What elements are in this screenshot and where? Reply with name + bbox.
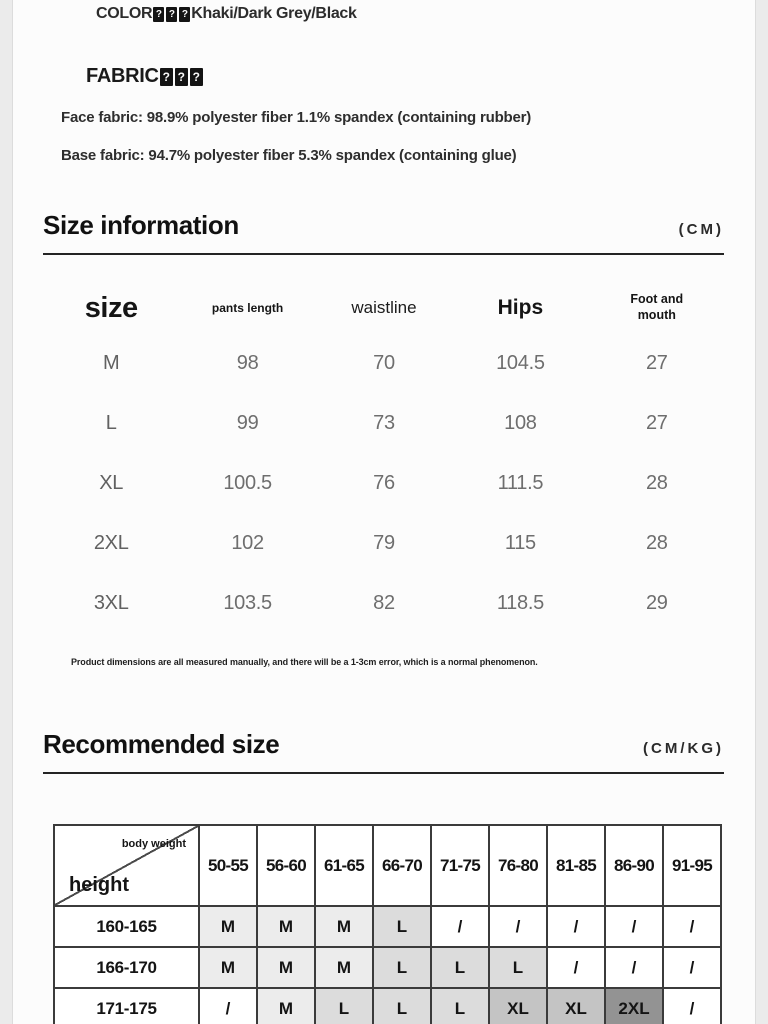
value-cell: 104.5 [496,351,545,374]
height-range-cell: 171-175 [54,988,199,1024]
weight-column-header: 81-85 [547,825,605,906]
value-cell: 29 [645,591,668,614]
column-header-foot-and-mouth: Foot and mouth [630,292,684,322]
recommended-table-row [54,947,721,988]
value-cell: 76 [373,471,395,494]
height-label: height [69,874,129,896]
corner-cell [54,825,199,906]
missing-glyph-boxes: ? ? ? [152,5,191,22]
recommended-size-table [53,824,722,1024]
height-range-cell: 160-165 [54,906,199,947]
fabric-heading-label: FABRIC [86,65,159,87]
size-table [13,283,755,633]
size-cell: L [105,411,117,434]
size-cell: 2XL [93,531,129,554]
size-recommendation-cell: L [315,988,373,1024]
size-recommendation-cell: L [431,988,489,1024]
size-recommendation-cell: M [257,906,315,947]
size-recommendation-cell: / [663,906,721,947]
divider [43,253,724,255]
fabric-heading [86,65,755,88]
size-recommendation-cell: M [199,906,257,947]
value-cell: 27 [645,411,668,434]
value-cell: 73 [373,411,395,434]
weight-column-header: 71-75 [431,825,489,906]
size-table-header-row [43,283,725,333]
column-header-waistline: waistline [351,298,417,317]
size-information-header [43,210,724,241]
size-recommendation-cell: / [431,906,489,947]
size-table-row [43,453,725,513]
size-recommendation-cell: / [663,947,721,988]
size-table-row [43,333,725,393]
weight-column-header: 61-65 [315,825,373,906]
size-recommendation-cell: XL [547,988,605,1024]
size-unit-label: (CM) [678,221,724,238]
size-recommendation-cell: / [605,947,663,988]
measurement-note: Product dimensions are all measured manually, and there will be a 1-3cm error, which is a normal phenomenon. [71,657,538,667]
size-recommendation-cell: / [489,906,547,947]
height-range-cell: 166-170 [54,947,199,988]
body-weight-label: body weight [121,838,186,850]
size-recommendation-cell: XL [489,988,547,1024]
size-table-row [43,573,725,633]
size-recommendation-cell: / [663,988,721,1024]
divider [43,772,724,774]
value-cell: 102 [231,531,264,554]
value-cell: 118.5 [496,591,544,614]
value-cell: 28 [645,531,668,554]
weight-column-header: 91-95 [663,825,721,906]
column-header-pants-length: pants length [211,301,284,315]
value-cell: 82 [373,591,395,614]
size-cell: 3XL [93,591,129,614]
recommended-size-header [43,729,724,760]
color-value: Khaki/Dark Grey/Black [191,5,357,22]
weight-column-header: 50-55 [199,825,257,906]
size-recommendation-cell: / [605,906,663,947]
recommended-table-row [54,906,721,947]
weight-column-header: 56-60 [257,825,315,906]
value-cell: 79 [373,531,395,554]
size-recommendation-cell: M [257,988,315,1024]
recommended-table-header-row [54,825,721,906]
value-cell: 27 [645,351,668,374]
value-cell: 28 [645,471,668,494]
size-recommendation-cell: M [315,906,373,947]
column-header-size: size [84,291,138,324]
value-cell: 108 [504,411,537,434]
size-recommendation-cell: L [431,947,489,988]
size-table-row [43,393,725,453]
recommended-table-row [54,988,721,1024]
size-recommendation-cell: 2XL [605,988,663,1024]
weight-column-header: 66-70 [373,825,431,906]
face-fabric-line: Face fabric: 98.9% polyester fiber 1.1% spandex (containing rubber) [61,109,532,126]
value-cell: 99 [236,411,259,434]
size-recommendation-cell: L [373,988,431,1024]
size-recommendation-cell: / [199,988,257,1024]
size-recommendation-cell: L [373,947,431,988]
size-table-row [43,513,725,573]
size-cell: M [103,351,120,374]
value-cell: 100.5 [223,471,272,494]
value-cell: 111.5 [497,471,544,494]
value-cell: 103.5 [223,591,272,614]
product-detail-page [12,0,756,1024]
size-information-title: Size information [43,210,239,240]
recommended-unit-label: (CM/KG) [643,740,724,757]
recommended-size-title: Recommended size [43,729,280,759]
size-recommendation-cell: M [199,947,257,988]
column-header-hips: Hips [497,296,544,319]
size-recommendation-cell: L [373,906,431,947]
weight-column-header: 76-80 [489,825,547,906]
size-recommendation-cell: M [257,947,315,988]
weight-column-header: 86-90 [605,825,663,906]
size-cell: XL [99,471,124,494]
value-cell: 98 [236,351,259,374]
missing-glyph-boxes: ? ? ? [159,65,204,87]
size-recommendation-cell: / [547,906,605,947]
value-cell: 70 [373,351,395,374]
value-cell: 115 [504,531,536,554]
size-recommendation-cell: / [547,947,605,988]
size-recommendation-cell: M [315,947,373,988]
color-label: COLOR [96,5,153,22]
size-recommendation-cell: L [489,947,547,988]
base-fabric-line: Base fabric: 94.7% polyester fiber 5.3% spandex (containing glue) [61,147,517,164]
color-line [96,0,755,23]
